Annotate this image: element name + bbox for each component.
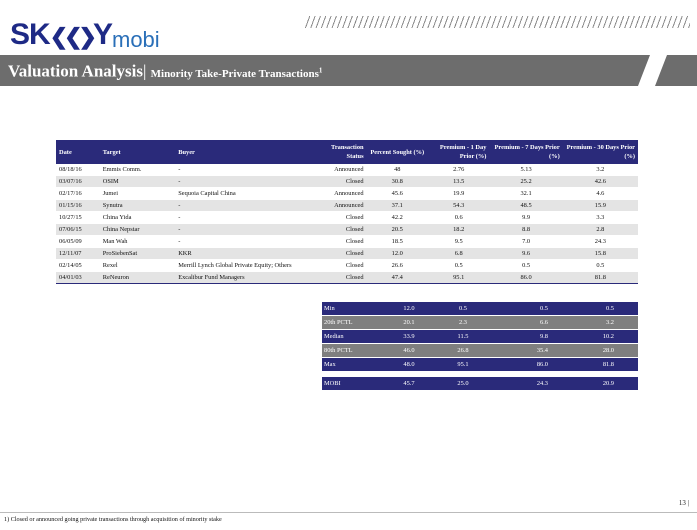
stats-value: 95.1 <box>434 358 492 372</box>
cell-premium-30d: 0.5 <box>563 260 638 272</box>
footnote-marker: 1 <box>318 66 323 74</box>
cell-premium-30d: 3.2 <box>563 164 638 176</box>
cell-target: Man Wah <box>100 236 175 248</box>
stats-value: 2.3 <box>434 316 492 330</box>
cell-buyer: - <box>175 212 321 224</box>
mobi-premium-7d: 24.3 <box>492 377 562 390</box>
cell-premium-30d: 2.8 <box>563 224 638 236</box>
logo-mobi-text: mobi <box>112 27 160 52</box>
cell-buyer: - <box>175 200 321 212</box>
stats-value: 46.0 <box>384 344 434 358</box>
mobi-premium-30d: 20.9 <box>562 377 638 390</box>
cell-target: OSIM <box>100 176 175 188</box>
cell-status: Closed <box>321 260 367 272</box>
cell-buyer: - <box>175 224 321 236</box>
stats-row <box>322 344 638 358</box>
cell-date: 06/05/09 <box>56 236 100 248</box>
mobi-comparison-table <box>322 377 638 390</box>
cell-target: Emmis Comm. <box>100 164 175 176</box>
stats-row <box>322 316 638 330</box>
cell-target: ReNeuron <box>100 272 175 284</box>
table-row <box>56 248 638 260</box>
footer-divider <box>0 512 697 513</box>
col-header-buyer: Buyer <box>175 140 321 164</box>
cell-date: 02/14/05 <box>56 260 100 272</box>
table-header-row <box>56 140 638 164</box>
cell-percent-sought: 18.5 <box>367 236 428 248</box>
cell-target: ProSiebenSat <box>100 248 175 260</box>
cell-percent-sought: 26.6 <box>367 260 428 272</box>
cell-premium-7d: 9.9 <box>489 212 562 224</box>
table-row <box>56 224 638 236</box>
cell-premium-1d: 18.2 <box>428 224 489 236</box>
table-row <box>56 260 638 272</box>
cell-buyer: - <box>175 164 321 176</box>
cell-buyer: - <box>175 236 321 248</box>
stats-value: 48.0 <box>384 358 434 372</box>
stats-value: 9.8 <box>492 330 562 344</box>
cell-premium-30d: 3.3 <box>563 212 638 224</box>
stats-label: Max <box>322 358 384 372</box>
stats-row <box>322 302 638 316</box>
cell-premium-7d: 5.13 <box>489 164 562 176</box>
table-row <box>56 164 638 176</box>
stats-value: 0.5 <box>434 302 492 316</box>
cell-date: 12/11/07 <box>56 248 100 260</box>
cell-premium-30d: 15.9 <box>563 200 638 212</box>
cell-status: Closed <box>321 248 367 260</box>
mobi-premium-1d: 25.0 <box>434 377 492 390</box>
table-row <box>56 188 638 200</box>
cell-target: Synutra <box>100 200 175 212</box>
table-row <box>56 212 638 224</box>
cell-date: 07/06/15 <box>56 224 100 236</box>
decorative-stripes <box>305 16 690 28</box>
cell-premium-30d: 4.6 <box>563 188 638 200</box>
cell-premium-1d: 54.3 <box>428 200 489 212</box>
logo-wordmark: SK❮❮❯Y <box>10 18 113 51</box>
cell-date: 01/15/16 <box>56 200 100 212</box>
cell-premium-7d: 25.2 <box>489 176 562 188</box>
cell-status: Closed <box>321 236 367 248</box>
cell-percent-sought: 20.5 <box>367 224 428 236</box>
stats-row <box>322 358 638 372</box>
cell-premium-7d: 0.5 <box>489 260 562 272</box>
col-header-premium-1d: Premium - 1 Day Prior (%) <box>428 140 489 164</box>
col-header-target: Target <box>100 140 175 164</box>
table-row <box>56 176 638 188</box>
title-main: Valuation Analysis <box>8 61 143 81</box>
mobi-row <box>322 377 638 390</box>
cell-date: 03/07/16 <box>56 176 100 188</box>
mobi-percent-sought: 45.7 <box>384 377 434 390</box>
cell-premium-30d: 81.8 <box>563 272 638 284</box>
page-title <box>8 60 322 84</box>
footnote: 1) Closed or announced going private transactions through acquisition of minority stake <box>4 516 222 523</box>
stats-value: 6.6 <box>492 316 562 330</box>
cell-buyer: - <box>175 176 321 188</box>
cell-target: Jumei <box>100 188 175 200</box>
cell-premium-1d: 95.1 <box>428 272 489 284</box>
col-header-status: Transaction Status <box>321 140 367 164</box>
col-header-premium-7d: Premium - 7 Days Prior (%) <box>489 140 562 164</box>
stats-value: 26.8 <box>434 344 492 358</box>
stats-label: 20th PCTL <box>322 316 384 330</box>
cell-status: Closed <box>321 212 367 224</box>
stats-label: Median <box>322 330 384 344</box>
stats-value: 28.0 <box>562 344 638 358</box>
cell-target: China Nepstar <box>100 224 175 236</box>
cell-premium-7d: 7.0 <box>489 236 562 248</box>
stats-label: Min <box>322 302 384 316</box>
cell-status: Closed <box>321 272 367 284</box>
cell-status: Announced <box>321 200 367 212</box>
stats-label: 80th PCTL <box>322 344 384 358</box>
page-number: 13 | <box>678 499 689 507</box>
stats-value: 11.5 <box>434 330 492 344</box>
stats-value: 0.5 <box>562 302 638 316</box>
cell-premium-1d: 6.8 <box>428 248 489 260</box>
table-row <box>56 272 638 284</box>
stats-value: 33.9 <box>384 330 434 344</box>
cell-premium-30d: 42.6 <box>563 176 638 188</box>
col-header-date: Date <box>56 140 100 164</box>
title-subtitle: Minority Take-Private Transactions$^1$ <box>150 66 323 80</box>
stats-value: 35.4 <box>492 344 562 358</box>
cell-status: Announced <box>321 188 367 200</box>
cell-date: 10/27/15 <box>56 212 100 224</box>
cell-premium-7d: 86.0 <box>489 272 562 284</box>
cell-date: 02/17/16 <box>56 188 100 200</box>
cell-buyer: Excalibur Fund Managers <box>175 272 321 284</box>
mobi-label: MOBI <box>322 377 384 390</box>
cell-premium-7d: 48.5 <box>489 200 562 212</box>
cell-premium-1d: 19.9 <box>428 188 489 200</box>
cell-percent-sought: 47.4 <box>367 272 428 284</box>
cell-premium-7d: 9.6 <box>489 248 562 260</box>
stats-value: 0.5 <box>492 302 562 316</box>
stats-value: 20.1 <box>384 316 434 330</box>
cell-percent-sought: 48 <box>367 164 428 176</box>
cell-premium-1d: 2.76 <box>428 164 489 176</box>
cell-premium-7d: 8.8 <box>489 224 562 236</box>
cell-percent-sought: 45.6 <box>367 188 428 200</box>
stats-value: 3.2 <box>562 316 638 330</box>
transactions-table <box>56 140 638 284</box>
table-row <box>56 200 638 212</box>
cell-status: Announced <box>321 164 367 176</box>
cell-buyer: Sequoia Capital China <box>175 188 321 200</box>
cell-date: 08/18/16 <box>56 164 100 176</box>
cell-date: 04/01/03 <box>56 272 100 284</box>
title-separator: | <box>142 61 147 81</box>
summary-stats-table <box>322 302 638 372</box>
cell-target: Rexel <box>100 260 175 272</box>
stats-value: 81.8 <box>562 358 638 372</box>
stats-row <box>322 330 638 344</box>
cell-premium-30d: 15.8 <box>563 248 638 260</box>
cell-percent-sought: 37.1 <box>367 200 428 212</box>
stats-value: 12.0 <box>384 302 434 316</box>
stats-value: 10.2 <box>562 330 638 344</box>
cell-percent-sought: 42.2 <box>367 212 428 224</box>
cell-percent-sought: 12.0 <box>367 248 428 260</box>
cell-premium-7d: 32.1 <box>489 188 562 200</box>
table-row <box>56 236 638 248</box>
cell-status: Closed <box>321 224 367 236</box>
cell-target: China Yida <box>100 212 175 224</box>
cell-buyer: KKR <box>175 248 321 260</box>
title-banner-accent <box>655 55 697 86</box>
cell-status: Closed <box>321 176 367 188</box>
cell-premium-1d: 0.6 <box>428 212 489 224</box>
cell-premium-1d: 9.5 <box>428 236 489 248</box>
cell-premium-1d: 13.5 <box>428 176 489 188</box>
col-header-percent-sought: Percent Sought (%) <box>367 140 428 164</box>
cell-buyer: Merrill Lynch Global Private Equity; Others <box>175 260 321 272</box>
company-logo <box>10 18 190 54</box>
cell-percent-sought: 30.8 <box>367 176 428 188</box>
cell-premium-1d: 0.5 <box>428 260 489 272</box>
cell-premium-30d: 24.3 <box>563 236 638 248</box>
col-header-premium-30d: Premium - 30 Days Prior (%) <box>563 140 638 164</box>
stats-value: 86.0 <box>492 358 562 372</box>
